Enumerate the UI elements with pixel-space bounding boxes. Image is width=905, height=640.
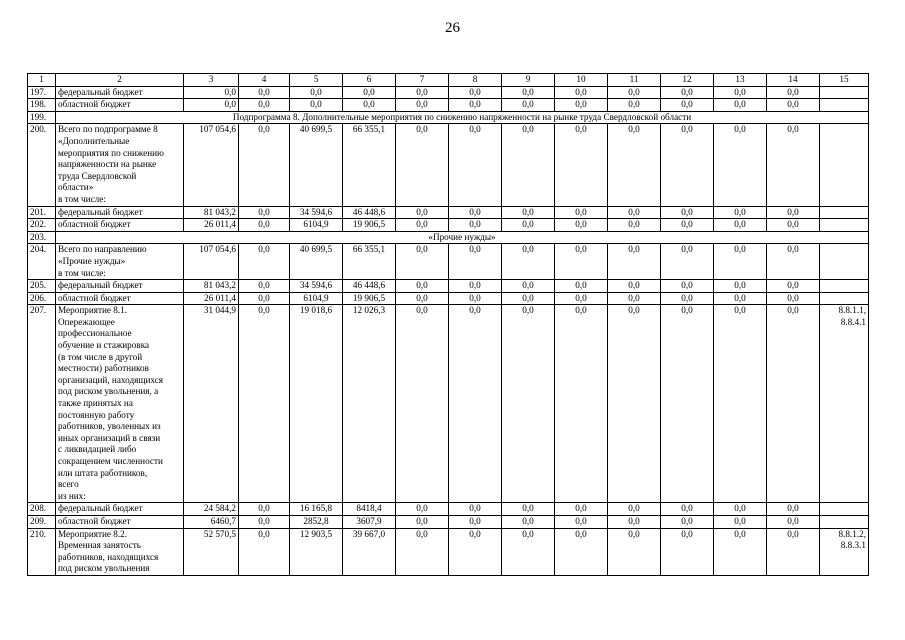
value-cell: 0,0: [239, 292, 290, 305]
value-cell: 0,0: [502, 280, 555, 293]
row-label-line: Всего по подпрограмме 8: [58, 124, 158, 135]
value-cell: 0,0: [608, 515, 661, 528]
row-label-line: федеральный бюджет: [58, 206, 143, 217]
row-index: 207.: [28, 305, 56, 503]
value-cell: 0,0: [661, 244, 714, 280]
value-cell: 107 054,6: [184, 124, 239, 206]
value-cell: 0,0: [767, 244, 820, 280]
row-index: 206.: [28, 292, 56, 305]
value-cell: 66 355,1: [343, 124, 396, 206]
value-cell: 0,0: [290, 99, 343, 112]
row-label-line: областной бюджет: [58, 99, 131, 110]
target-ref-cell: [820, 86, 869, 99]
table-row: [28, 124, 869, 206]
value-cell: 0,0: [714, 219, 767, 232]
value-cell: 0,0: [714, 280, 767, 293]
value-cell: 0,0: [239, 124, 290, 206]
value-cell: 0,0: [449, 206, 502, 219]
target-ref-line: 8.8.4.1: [840, 316, 866, 327]
column-header: 14: [767, 74, 820, 87]
value-cell: 0,0: [396, 244, 449, 280]
row-label-line: областной бюджет: [58, 292, 131, 303]
row-label-line: областной бюджет: [58, 219, 131, 230]
table-row: [28, 86, 869, 99]
value-cell: 0,0: [608, 305, 661, 503]
row-label-line: (в том числе в другой: [58, 351, 143, 362]
value-cell: 0,0: [502, 305, 555, 503]
value-cell: 3607,9: [343, 515, 396, 528]
row-label-line: местности) работников: [58, 363, 149, 374]
value-cell: 0,0: [608, 528, 661, 575]
row-index: 205.: [28, 280, 56, 293]
value-cell: 0,0: [555, 515, 608, 528]
target-ref-cell: [820, 292, 869, 305]
value-cell: 0,0: [767, 206, 820, 219]
value-cell: 0,0: [396, 219, 449, 232]
value-cell: 0,0: [449, 305, 502, 503]
table-row: [28, 280, 869, 293]
value-cell: 0,0: [449, 503, 502, 516]
value-cell: 0,0: [661, 124, 714, 206]
row-label: [56, 528, 184, 575]
target-ref-cell: [820, 280, 869, 293]
row-label-line: Опережающее: [58, 316, 115, 327]
value-cell: 81 043,2: [184, 280, 239, 293]
value-cell: 0,0: [767, 124, 820, 206]
value-cell: 0,0: [714, 503, 767, 516]
table-row: [28, 99, 869, 112]
value-cell: 0,0: [396, 280, 449, 293]
value-cell: 0,0: [767, 515, 820, 528]
value-cell: 0,0: [449, 515, 502, 528]
value-cell: 0,0: [661, 99, 714, 112]
value-cell: 0,0: [608, 206, 661, 219]
row-label: [56, 503, 184, 516]
row-label: [56, 515, 184, 528]
table-row: [28, 515, 869, 528]
column-header: 11: [608, 74, 661, 87]
value-cell: 0,0: [449, 292, 502, 305]
target-ref-cell: [820, 305, 869, 503]
header-row: [28, 74, 869, 87]
value-cell: 0,0: [555, 292, 608, 305]
value-cell: 8418,4: [343, 503, 396, 516]
value-cell: 16 165,8: [290, 503, 343, 516]
row-label-line: Мероприятие 8.1.: [58, 305, 128, 316]
table-row: [28, 111, 869, 124]
column-header: 1: [28, 74, 56, 87]
value-cell: 0,0: [767, 528, 820, 575]
row-label: [56, 206, 184, 219]
value-cell: 19 906,5: [343, 219, 396, 232]
value-cell: 34 594,6: [290, 280, 343, 293]
value-cell: 0,0: [502, 503, 555, 516]
value-cell: 0,0: [661, 280, 714, 293]
row-label: [56, 292, 184, 305]
value-cell: 0,0: [449, 219, 502, 232]
table-row: [28, 292, 869, 305]
column-header: 5: [290, 74, 343, 87]
value-cell: 0,0: [396, 292, 449, 305]
value-cell: 0,0: [239, 503, 290, 516]
value-cell: 0,0: [714, 292, 767, 305]
value-cell: 39 667,0: [343, 528, 396, 575]
row-label: [56, 305, 184, 503]
value-cell: 0,0: [396, 305, 449, 503]
table-row: [28, 219, 869, 232]
value-cell: 0,0: [661, 515, 714, 528]
value-cell: 0,0: [608, 219, 661, 232]
table-row: [28, 528, 869, 575]
row-label-line: областной бюджет: [58, 515, 131, 526]
value-cell: 46 448,6: [343, 206, 396, 219]
value-cell: 0,0: [714, 206, 767, 219]
value-cell: 0,0: [449, 124, 502, 206]
value-cell: 0,0: [502, 99, 555, 112]
row-label: [56, 244, 184, 280]
value-cell: 12 903,5: [290, 528, 343, 575]
table-row: [28, 244, 869, 280]
value-cell: 0,0: [502, 219, 555, 232]
row-label-line: постоянную работу: [58, 409, 135, 420]
row-label-line: труда Свердловской: [58, 170, 137, 181]
row-index: 199.: [28, 111, 56, 124]
value-cell: 0,0: [184, 99, 239, 112]
value-cell: 0,0: [502, 528, 555, 575]
value-cell: 0,0: [714, 528, 767, 575]
row-label-line: в том числе:: [58, 193, 106, 204]
table-row: [28, 503, 869, 516]
value-cell: 0,0: [555, 99, 608, 112]
row-index: 208.: [28, 503, 56, 516]
row-label-line: области»: [58, 182, 94, 193]
value-cell: 34 594,6: [290, 206, 343, 219]
row-label-line: или штата работников,: [58, 467, 148, 478]
row-label-line: обучение и стажировка: [58, 340, 150, 351]
value-cell: 6104,9: [290, 219, 343, 232]
value-cell: 0,0: [449, 528, 502, 575]
value-cell: 0,0: [608, 280, 661, 293]
target-ref-cell: [820, 515, 869, 528]
column-header: 8: [449, 74, 502, 87]
row-label-line: сокращением численности: [58, 456, 163, 466]
row-label: [56, 86, 184, 99]
column-header: 15: [820, 74, 869, 87]
target-ref-cell: [820, 528, 869, 575]
target-ref-cell: [820, 503, 869, 516]
row-label-line: Временная занятость: [58, 540, 141, 551]
value-cell: 0,0: [239, 280, 290, 293]
row-label-line: под риском увольнения: [58, 563, 150, 574]
value-cell: 0,0: [239, 528, 290, 575]
value-cell: 40 699,5: [290, 244, 343, 280]
value-cell: 40 699,5: [290, 124, 343, 206]
value-cell: 0,0: [502, 292, 555, 305]
value-cell: 6104,9: [290, 292, 343, 305]
value-cell: 12 026,3: [343, 305, 396, 503]
value-cell: 0,0: [767, 305, 820, 503]
value-cell: 107 054,6: [184, 244, 239, 280]
value-cell: 0,0: [396, 528, 449, 575]
row-label-line: также принятых на: [58, 398, 133, 409]
column-header: 3: [184, 74, 239, 87]
value-cell: 19 906,5: [343, 292, 396, 305]
value-cell: 31 044,9: [184, 305, 239, 503]
value-cell: 24 584,2: [184, 503, 239, 516]
value-cell: 0,0: [449, 280, 502, 293]
row-label: [56, 280, 184, 293]
value-cell: 0,0: [608, 503, 661, 516]
value-cell: 0,0: [239, 86, 290, 99]
value-cell: 26 011,4: [184, 292, 239, 305]
column-header: 13: [714, 74, 767, 87]
value-cell: 0,0: [239, 515, 290, 528]
target-ref-cell: [820, 219, 869, 232]
value-cell: 0,0: [608, 99, 661, 112]
page-number: 26: [445, 20, 460, 36]
row-index: 203.: [28, 231, 56, 244]
row-label-line: мероприятия по снижению: [58, 147, 164, 158]
row-label-line: Мероприятие 8.2.: [58, 528, 128, 539]
row-index: 204.: [28, 244, 56, 280]
target-ref-cell: [820, 206, 869, 219]
value-cell: 0,0: [714, 515, 767, 528]
value-cell: 19 018,6: [290, 305, 343, 503]
row-label-line: федеральный бюджет: [58, 503, 143, 514]
table-row: [28, 206, 869, 219]
value-cell: 0,0: [502, 515, 555, 528]
value-cell: 0,0: [661, 305, 714, 503]
value-cell: 0,0: [767, 219, 820, 232]
value-cell: 0,0: [343, 86, 396, 99]
target-ref-line: 8.8.1.2,: [838, 528, 866, 539]
row-label-line: работников, находящихся: [58, 551, 159, 562]
row-label-line: «Дополнительные: [58, 135, 130, 146]
row-label: [56, 124, 184, 206]
row-index: 209.: [28, 515, 56, 528]
value-cell: 0,0: [714, 124, 767, 206]
target-ref-cell: [820, 99, 869, 112]
value-cell: 52 570,5: [184, 528, 239, 575]
value-cell: 0,0: [714, 244, 767, 280]
row-label-line: в том числе:: [58, 267, 106, 278]
value-cell: 0,0: [555, 503, 608, 516]
value-cell: 0,0: [502, 206, 555, 219]
value-cell: 6460,7: [184, 515, 239, 528]
value-cell: 0,0: [449, 99, 502, 112]
column-header: 6: [343, 74, 396, 87]
value-cell: 0,0: [661, 206, 714, 219]
row-index: 210.: [28, 528, 56, 575]
row-label-line: организаций, находящихся: [58, 374, 164, 385]
value-cell: 0,0: [767, 280, 820, 293]
value-cell: 0,0: [239, 305, 290, 503]
row-index: 197.: [28, 86, 56, 99]
row-label-line: профессиональное: [58, 328, 132, 339]
value-cell: 0,0: [555, 206, 608, 219]
row-label-line: всего: [58, 479, 79, 490]
column-header: 7: [396, 74, 449, 87]
value-cell: 0,0: [661, 219, 714, 232]
row-label-line: напряженности на рынке: [58, 159, 157, 170]
value-cell: 0,0: [239, 244, 290, 280]
value-cell: 0,0: [555, 124, 608, 206]
section-heading: Подпрограмма 8. Дополнительные мероприятия по снижению напряженности на рынке труда Свердловской области: [56, 111, 869, 124]
row-label: [56, 99, 184, 112]
value-cell: 0,0: [608, 292, 661, 305]
value-cell: 0,0: [290, 86, 343, 99]
row-label: [56, 219, 184, 232]
budget-table: [27, 73, 869, 576]
row-label-line: с ликвидацией либо: [58, 444, 137, 455]
value-cell: 0,0: [396, 515, 449, 528]
value-cell: 0,0: [767, 503, 820, 516]
value-cell: 26 011,4: [184, 219, 239, 232]
row-index: 202.: [28, 219, 56, 232]
row-label-line: из них:: [58, 490, 86, 501]
column-header: 10: [555, 74, 608, 87]
value-cell: 0,0: [502, 124, 555, 206]
target-ref-cell: [820, 244, 869, 280]
column-header: 2: [56, 74, 184, 87]
value-cell: 0,0: [767, 292, 820, 305]
value-cell: 2852,8: [290, 515, 343, 528]
value-cell: 0,0: [608, 86, 661, 99]
value-cell: 0,0: [239, 219, 290, 232]
value-cell: 0,0: [555, 244, 608, 280]
column-header: 9: [502, 74, 555, 87]
row-label-line: «Прочие нужды»: [58, 255, 126, 266]
row-index: 198.: [28, 99, 56, 112]
target-ref-line: 8.8.3.1: [840, 540, 866, 551]
value-cell: 66 355,1: [343, 244, 396, 280]
value-cell: 0,0: [396, 124, 449, 206]
target-ref-cell: [820, 124, 869, 206]
value-cell: 46 448,6: [343, 280, 396, 293]
value-cell: 0,0: [714, 86, 767, 99]
value-cell: 0,0: [661, 503, 714, 516]
value-cell: 0,0: [449, 244, 502, 280]
value-cell: 0,0: [502, 244, 555, 280]
row-label-line: работников, уволенных из: [58, 421, 161, 432]
value-cell: 0,0: [714, 99, 767, 112]
value-cell: 81 043,2: [184, 206, 239, 219]
row-label-line: Всего по направлению: [58, 244, 147, 255]
value-cell: 0,0: [396, 86, 449, 99]
value-cell: 0,0: [661, 528, 714, 575]
value-cell: 0,0: [767, 99, 820, 112]
column-header: 4: [239, 74, 290, 87]
row-label-line: иных организаций в связи: [58, 432, 161, 443]
target-ref-line: 8.8.1.1,: [838, 305, 866, 316]
row-index: 201.: [28, 206, 56, 219]
column-header: 12: [661, 74, 714, 87]
row-label-line: под риском увольнения, а: [58, 386, 159, 397]
value-cell: 0,0: [239, 99, 290, 112]
section-heading: «Прочие нужды»: [56, 231, 869, 244]
value-cell: 0,0: [396, 206, 449, 219]
value-cell: 0,0: [661, 86, 714, 99]
value-cell: 0,0: [502, 86, 555, 99]
value-cell: 0,0: [555, 528, 608, 575]
table-row: [28, 305, 869, 503]
row-label-line: федеральный бюджет: [58, 86, 143, 97]
value-cell: 0,0: [555, 86, 608, 99]
value-cell: 0,0: [767, 86, 820, 99]
value-cell: 0,0: [555, 280, 608, 293]
value-cell: 0,0: [396, 99, 449, 112]
value-cell: 0,0: [449, 86, 502, 99]
row-label-line: федеральный бюджет: [58, 280, 143, 291]
value-cell: 0,0: [608, 244, 661, 280]
value-cell: 0,0: [555, 219, 608, 232]
table-row: [28, 231, 869, 244]
value-cell: 0,0: [184, 86, 239, 99]
value-cell: 0,0: [661, 292, 714, 305]
value-cell: 0,0: [396, 503, 449, 516]
value-cell: 0,0: [343, 99, 396, 112]
value-cell: 0,0: [555, 305, 608, 503]
value-cell: 0,0: [714, 305, 767, 503]
value-cell: 0,0: [239, 206, 290, 219]
row-index: 200.: [28, 124, 56, 206]
value-cell: 0,0: [608, 124, 661, 206]
